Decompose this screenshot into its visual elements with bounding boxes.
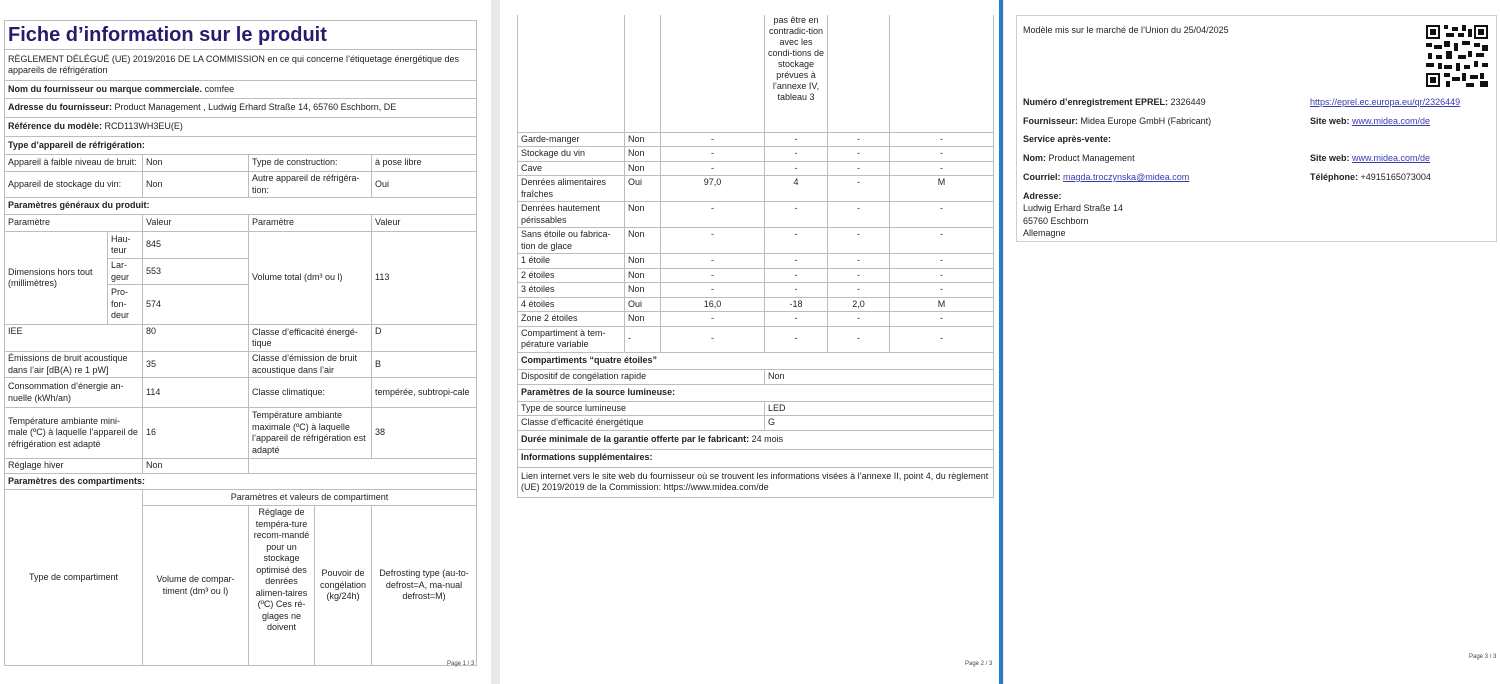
service-website-row [1310,152,1430,164]
compartment-type: Cave [518,161,625,176]
label: Appareil de stockage du vin: [5,172,143,198]
compartment-value: - [661,202,765,228]
page-3 [1004,0,1500,684]
compartment-value: Non [625,228,661,254]
compartment-type: Compartiment à tem-pérature variable [518,326,625,352]
value: 24 mois [751,433,784,444]
compartment-value: Non [625,132,661,147]
label: Nom: [1023,153,1046,163]
compartment-value: - [765,254,828,269]
section-heading: Paramètres de la source lumineuse: [518,384,994,401]
registration-box [1016,15,1497,242]
label: Lar-geur [108,259,143,285]
compartment-value: - [765,228,828,254]
label: Fournisseur: [1023,116,1079,126]
compartment-value: - [661,312,765,327]
compartment-value: - [765,312,828,327]
value: RCD113WH3EU(E) [104,121,183,132]
eprel-link[interactable]: https://eprel.ec.europa.eu/qr/2326449 [1310,97,1461,107]
compartment-value: - [661,268,765,283]
compartment-value: Non [625,202,661,228]
label: Classe d’efficacité énergé-tique [249,325,372,352]
value: 16 [143,408,249,459]
phone-row [1310,171,1431,183]
compartment-value: - [890,161,994,176]
compartment-row [518,254,994,269]
value: Non [143,459,249,474]
label: Température ambiante mini-male (ºC) à laquelle l’appareil de réfrigération est adapté [5,408,143,459]
label: Durée minimale de la garantie offerte par le fabricant: [521,433,750,444]
compartment-value: - [828,312,890,327]
compartment-value: - [890,283,994,298]
compartment-value: - [765,202,828,228]
compartment-type: Denrées hautement périssables [518,202,625,228]
value: Product Management , Ludwig Erhard Straße 14, 65760 Eschborn, DE [114,102,397,113]
compartment-value: - [828,283,890,298]
compartment-value: - [828,147,890,162]
page-2 [500,0,999,684]
compartment-value: 97,0 [661,176,765,202]
compartment-value: - [828,202,890,228]
compartment-type: Sans étoile ou fabrica-tion de glace [518,228,625,254]
compartment-value: - [765,161,828,176]
empty-cell [625,15,661,132]
compartment-value: Oui [625,297,661,312]
compartment-row [518,147,994,162]
label: Autre appareil de réfrigéra-tion: [249,172,372,198]
compartment-value: - [765,132,828,147]
supplier-row [5,81,477,99]
label: Type de source lumineuse [518,401,765,416]
product-info-table [4,20,477,666]
compartment-table [517,15,994,498]
label: Classe climatique: [249,378,372,408]
regulation: RÈGLEMENT DÉLÉGUÉ (UE) 2019/2016 DE LA COMMISSION en ce qui concerne l’étiquetage énergétique des appareils de réfrigération [5,50,477,81]
page-number: Page 1 / 3 [447,661,475,667]
value: D [372,325,477,352]
section-heading: Paramètres généraux du produit: [5,198,477,215]
compartment-value: - [661,147,765,162]
compartment-value: - [765,283,828,298]
empty-cell [249,459,477,474]
value: B [372,352,477,378]
label: Réglage hiver [5,459,143,474]
qr-code-icon [1426,25,1488,87]
compartment-row [518,312,994,327]
compartment-value: - [890,254,994,269]
compartment-value: - [661,228,765,254]
label: Émissions de bruit acoustique dans l’air [dB(A) re 1 pW] [5,352,143,378]
value: 38 [372,408,477,459]
compartment-value: - [661,132,765,147]
value: +4915165073004 [1360,172,1431,182]
label: Appareil à faible niveau de bruit: [5,155,143,172]
label: Dimensions hors tout (millimètres) [5,232,108,325]
compartment-value: 4 [765,176,828,202]
compartment-value: - [828,326,890,352]
value: 114 [143,378,249,408]
value: 845 [143,232,249,259]
value: 553 [143,259,249,285]
col-header-continued: pas être en contradic-tion avec les condi-tions de stockage prévues à l’annexe IV, tableau 3 [765,15,828,132]
label: Site web: [1310,116,1350,126]
col-header: Pouvoir de congélation (kg/24h) [315,506,372,666]
label: Référence du modèle: [8,121,103,132]
compartment-value: -18 [765,297,828,312]
page-number: Page 2 / 3 [965,661,993,667]
page-1 [0,0,491,684]
compartment-value: Non [625,312,661,327]
empty-cell [890,15,994,132]
compartment-row [518,132,994,147]
compartment-value: - [661,326,765,352]
compartment-value: 16,0 [661,297,765,312]
address-row [5,99,477,118]
value: Midea Europe GmbH (Fabricant) [1080,116,1212,126]
value: LED [765,401,994,416]
value: Non [143,155,249,172]
label: Dispositif de congélation rapide [518,369,765,384]
compartment-value: - [890,268,994,283]
col-header: Paramètre [249,215,372,232]
compartment-value: - [765,326,828,352]
address-line: Allemagne [1023,228,1066,238]
compartment-row [518,283,994,298]
compartment-value: - [625,326,661,352]
compartment-row [518,161,994,176]
compartment-value: - [890,228,994,254]
compartment-value: 2,0 [828,297,890,312]
value: Non [143,172,249,198]
compartment-value: - [890,312,994,327]
market-date: Modèle mis sur le marché de l’Union du 25/04/2025 [1023,25,1229,35]
compartment-row [518,176,994,202]
compartment-value: - [828,161,890,176]
compartment-value: M [890,176,994,202]
value: Product Management [1048,153,1135,163]
warranty-row [518,430,994,449]
compartment-value: - [765,147,828,162]
label: IEE [5,325,143,352]
value: G [765,416,994,431]
col-header: Valeur [143,215,249,232]
value: Non [765,369,994,384]
compartment-value: - [828,228,890,254]
address-line: 65760 Eschborn [1023,216,1089,226]
compartment-value: Non [625,268,661,283]
website-link[interactable]: www.midea.com/de [1352,153,1431,163]
compartment-value: - [828,176,890,202]
compartment-row [518,268,994,283]
empty-cell [518,15,625,132]
compartment-value: M [890,297,994,312]
compartment-value: - [890,132,994,147]
email-link[interactable]: magda.troczynska@midea.com [1063,172,1190,182]
website-row [1310,115,1430,127]
value: 35 [143,352,249,378]
compartment-value: - [890,202,994,228]
model-row [5,118,477,137]
label: Adresse du fournisseur: [8,102,113,113]
page-divider [999,0,1003,684]
value: Oui [372,172,477,198]
section-heading: Informations supplémentaires: [518,449,994,467]
compartment-type: Denrées alimentaires fraîches [518,176,625,202]
compartment-value: - [661,254,765,269]
col-header: Type de compartiment [5,490,143,666]
value: comfee [204,83,235,94]
col-header: Defrosting type (au-to-defrost=A, ma-nual defrost=M) [372,506,477,666]
compartment-type: 2 étoiles [518,268,625,283]
address-line: Ludwig Erhard Straße 14 [1023,203,1124,213]
value: 80 [143,325,249,352]
value: à pose libre [372,155,477,172]
name-row [1023,152,1135,164]
compartment-value: - [828,268,890,283]
compartment-value: - [828,132,890,147]
compartment-type: 1 étoile [518,254,625,269]
compartment-type: 4 étoiles [518,297,625,312]
col-header: Paramètre [5,215,143,232]
label: Consommation d’énergie an-nuelle (kWh/an) [5,378,143,408]
label: Pro-fon-deur [108,285,143,325]
label: Volume total (dm³ ou l) [249,232,372,325]
compartment-value: Non [625,161,661,176]
compartment-value: - [890,326,994,352]
col-header: Paramètres et valeurs de compartiment [143,490,477,506]
value: 574 [143,285,249,325]
col-header: Réglage de tempéra-ture recom-mandé pour un stockage optimisé des denrées alimen-taires (ºC) Ces ré-glages ne doivent [249,506,315,666]
compartment-value: - [661,161,765,176]
email-row [1023,171,1189,183]
empty-cell [661,15,765,132]
section-heading: Type d’appareil de réfrigération: [5,137,477,155]
label: Hau-teur [108,232,143,259]
compartment-row [518,202,994,228]
section-heading: Paramètres des compartiments: [5,474,477,490]
empty-cell [828,15,890,132]
address-label: Adresse: [1023,191,1062,201]
compartment-type: 3 étoiles [518,283,625,298]
label: Classe d’émission de bruit acoustique dans l’air [249,352,372,378]
label: Type de construction: [249,155,372,172]
section-heading: Compartiments “quatre étoiles” [518,352,994,369]
compartment-value: - [661,283,765,298]
page-title: Fiche d’information sur le produit [5,21,477,50]
label: Site web: [1310,153,1350,163]
label: Courriel: [1023,172,1061,182]
website-link[interactable]: www.midea.com/de [1352,116,1431,126]
service-heading: Service après-vente: [1023,134,1112,144]
col-header: Valeur [372,215,477,232]
compartment-value: - [765,268,828,283]
compartment-type: Zone 2 étoiles [518,312,625,327]
compartment-row [518,228,994,254]
label: Nom du fournisseur ou marque commerciale. [8,83,203,94]
supplier-row [1023,115,1211,127]
page-number: Page 3 / 3 [1469,654,1497,660]
label: Température ambiante maximale (ºC) à laquelle l’appareil de réfrigération est adapté [249,408,372,459]
compartment-row [518,297,994,312]
value: tempérée, subtropi-cale [372,378,477,408]
compartment-row [518,326,994,352]
compartment-value: - [890,147,994,162]
value: 113 [372,232,477,325]
label: Classe d’efficacité énergétique [518,416,765,431]
label: Numéro d’enregistrement EPREL: [1023,97,1169,107]
eprel-row [1023,96,1206,108]
label: Téléphone: [1310,172,1359,182]
col-header: Volume de compar-timent (dm³ ou l) [143,506,249,666]
compartment-value: Non [625,283,661,298]
compartment-value: Oui [625,176,661,202]
compartment-type: Garde-manger [518,132,625,147]
compartment-value: Non [625,254,661,269]
value: 2326449 [1170,97,1206,107]
compartment-value: - [828,254,890,269]
info-text: Lien internet vers le site web du fournisseur où se trouvent les informations visées à l’annexe II, point 4, du règlement (UE) 2019/2019 de la Commission: https://www.midea.com/de [518,467,994,497]
compartment-value: Non [625,147,661,162]
compartment-type: Stockage du vin [518,147,625,162]
